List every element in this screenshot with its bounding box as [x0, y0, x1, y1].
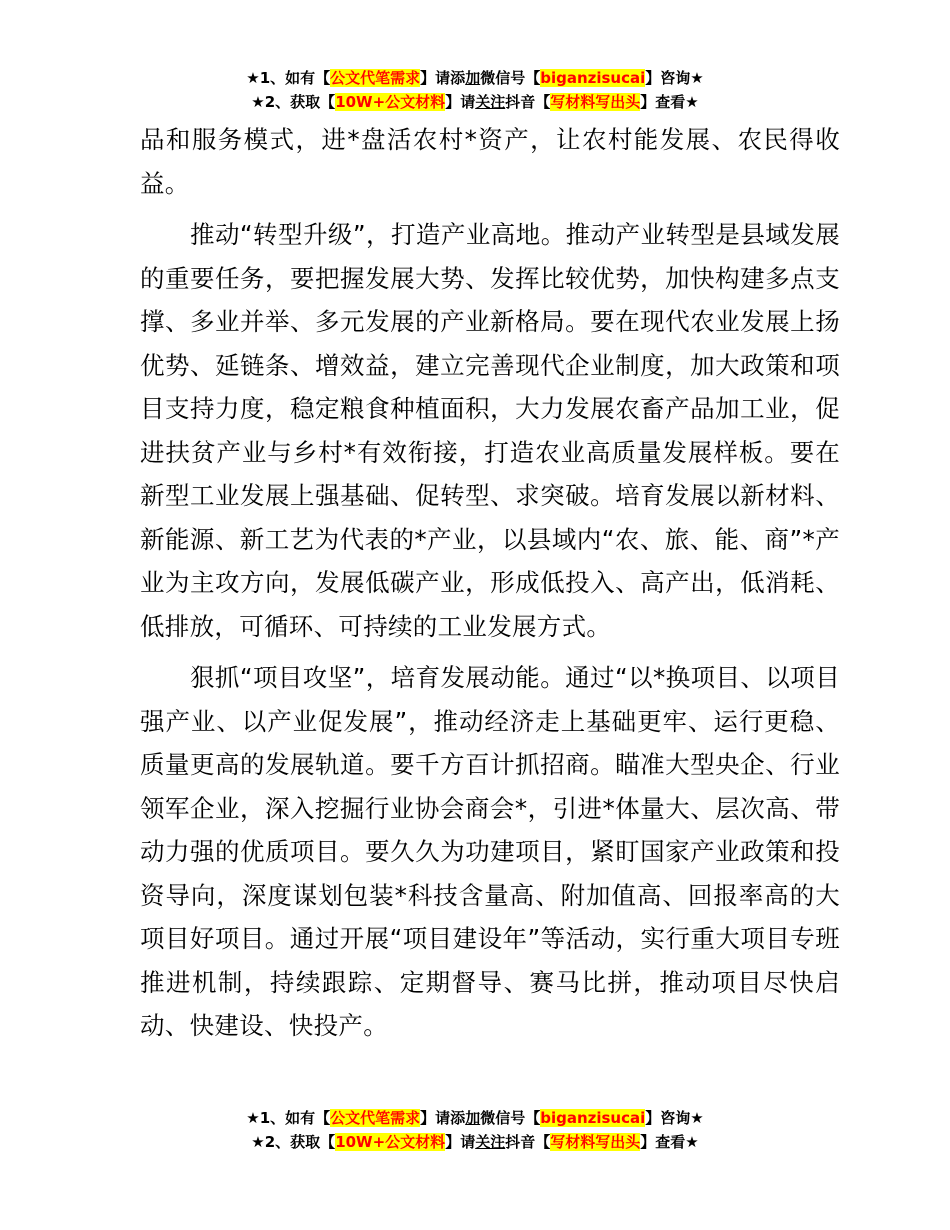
- footer-line-1: ★1、如有【公文代笔需求】请添加微信号【biganzisucai】咨询★: [246, 1109, 704, 1127]
- document-body: [140, 118, 840, 1056]
- header-banner: [0, 66, 950, 114]
- header-line-1: ★1、如有【公文代笔需求】请添加微信号【biganzisucai】咨询★: [246, 69, 704, 87]
- highlight-wechat-id: biganzisucai: [540, 69, 646, 87]
- footer-banner: [0, 1106, 950, 1154]
- highlight-douyin-account: 写材料写出头: [550, 93, 641, 111]
- highlight-materials: 10W+公文材料: [335, 93, 446, 111]
- paragraph-projects: 狠抓“项目攻坚”，培育发展动能。通过“以*换项目、以项目强产业、以产业促发展”，推动经济走上基础更牢、运行更稳、质量更高的发展轨道。要千方百计抓招商。瞄准大型央企、行业领军企业，深入挖掘行业协会商会*，引进*体量大、层次高、带动力强的优质项目。要久久为功建项目，紧盯国家产业政策和投资导向，深度谋划包装*科技含量高、附加值高、回报率高的大项目好项目。通过开展“项目建设年”等活动，实行重大项目专班推进机制，持续跟踪、定期督导、赛马比拼，推动项目尽快启动、快建设、快投产。: [140, 663, 840, 1040]
- header-line-2: ★2、获取【10W+公文材料】请关注抖音【写材料写出头】查看★: [251, 93, 699, 111]
- highlight-materials: 10W+公文材料: [335, 1133, 446, 1151]
- highlight-service: 公文代笔需求: [330, 1109, 421, 1127]
- highlight-wechat-id: biganzisucai: [540, 1109, 646, 1127]
- paragraph-continuation: 品和服务模式，进*盘活农村*资产，让农村能发展、农民得收益。: [140, 125, 840, 198]
- highlight-service: 公文代笔需求: [330, 69, 421, 87]
- paragraph-transformation: 推动“转型升级”，打造产业高地。推动产业转型是县域发展的重要任务，要把握发展大势、发挥比较优势，加快构建多点支撑、多业并举、多元发展的产业新格局。要在现代农业发展上扬优势、延链条、增效益，建立完善现代企业制度，加大政策和项目支持力度，稳定粮食种植面积，大力发展农畜产品加工业，促进扶贫产业与乡村*有效衔接，打造农业高质量发展样板。要在新型工业发展上强基础、促转型、求突破。培育发展以新材料、新能源、新工艺为代表的*产业，以县域内“农、旅、能、商”*产业为主攻方向，发展低碳产业，形成低投入、高产出，低消耗、低排放，可循环、可持续的工业发展方式。: [140, 220, 840, 641]
- highlight-douyin-account: 写材料写出头: [550, 1133, 641, 1151]
- footer-line-2: ★2、获取【10W+公文材料】请关注抖音【写材料写出头】查看★: [251, 1133, 699, 1151]
